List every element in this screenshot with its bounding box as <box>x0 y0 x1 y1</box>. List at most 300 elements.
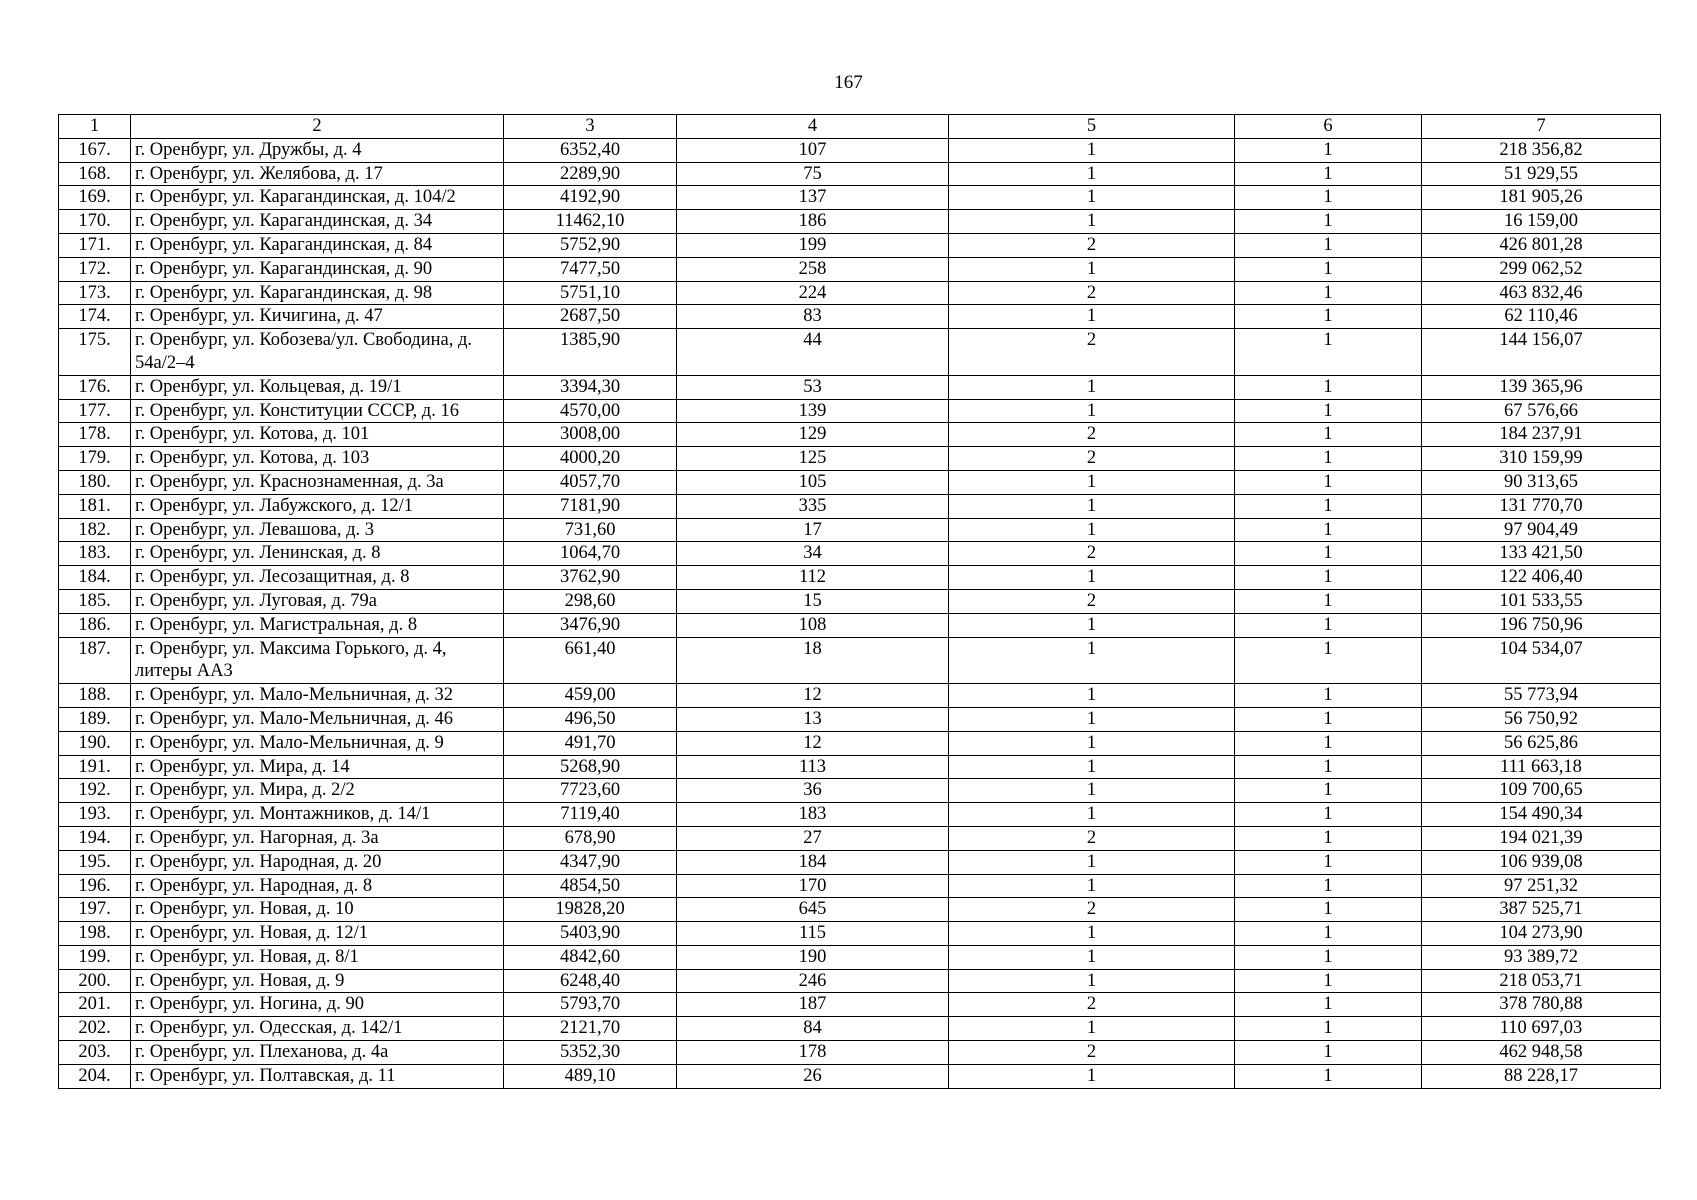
value-cell: 1 <box>1235 162 1422 186</box>
amount-cell: 109 700,65 <box>1422 779 1661 803</box>
value-cell: 5403,90 <box>504 922 677 946</box>
value-cell: 1 <box>949 375 1235 399</box>
value-cell: 2121,70 <box>504 1017 677 1041</box>
column-header: 4 <box>677 115 949 139</box>
value-cell: 17 <box>677 518 949 542</box>
table-row <box>59 329 1661 376</box>
value-cell: 6248,40 <box>504 969 677 993</box>
value-cell: 1 <box>1235 518 1422 542</box>
row-number-cell: 173. <box>59 281 131 305</box>
table-row <box>59 566 1661 590</box>
value-cell: 107 <box>677 138 949 162</box>
value-cell: 1 <box>1235 447 1422 471</box>
value-cell: 11462,10 <box>504 210 677 234</box>
row-number-cell: 203. <box>59 1041 131 1065</box>
column-header: 2 <box>131 115 504 139</box>
value-cell: 258 <box>677 257 949 281</box>
value-cell: 7723,60 <box>504 779 677 803</box>
table-row <box>59 637 1661 684</box>
column-header: 7 <box>1422 115 1661 139</box>
value-cell: 1 <box>1235 755 1422 779</box>
value-cell: 1 <box>1235 399 1422 423</box>
row-number-cell: 184. <box>59 566 131 590</box>
value-cell: 1 <box>1235 1017 1422 1041</box>
amount-cell: 139 365,96 <box>1422 375 1661 399</box>
row-number-cell: 197. <box>59 898 131 922</box>
value-cell: 4057,70 <box>504 470 677 494</box>
address-cell: г. Оренбург, ул. Новая, д. 10 <box>131 898 504 922</box>
address-cell: г. Оренбург, ул. Мира, д. 14 <box>131 755 504 779</box>
value-cell: 190 <box>677 945 949 969</box>
value-cell: 6352,40 <box>504 138 677 162</box>
value-cell: 34 <box>677 542 949 566</box>
amount-cell: 194 021,39 <box>1422 826 1661 850</box>
value-cell: 1 <box>1235 850 1422 874</box>
value-cell: 2 <box>949 898 1235 922</box>
address-cell: г. Оренбург, ул. Мало-Мельничная, д. 32 <box>131 684 504 708</box>
value-cell: 113 <box>677 755 949 779</box>
amount-cell: 133 421,50 <box>1422 542 1661 566</box>
value-cell: 1 <box>949 138 1235 162</box>
value-cell: 298,60 <box>504 589 677 613</box>
amount-cell: 90 313,65 <box>1422 470 1661 494</box>
address-cell: г. Оренбург, ул. Кичигина, д. 47 <box>131 305 504 329</box>
amount-cell: 106 939,08 <box>1422 850 1661 874</box>
row-number-cell: 194. <box>59 826 131 850</box>
table-row <box>59 257 1661 281</box>
value-cell: 27 <box>677 826 949 850</box>
amount-cell: 110 697,03 <box>1422 1017 1661 1041</box>
value-cell: 26 <box>677 1064 949 1088</box>
value-cell: 2687,50 <box>504 305 677 329</box>
row-number-cell: 170. <box>59 210 131 234</box>
address-cell: г. Оренбург, ул. Народная, д. 20 <box>131 850 504 874</box>
row-number-cell: 191. <box>59 755 131 779</box>
value-cell: 7181,90 <box>504 494 677 518</box>
value-cell: 125 <box>677 447 949 471</box>
row-number-cell: 202. <box>59 1017 131 1041</box>
amount-cell: 463 832,46 <box>1422 281 1661 305</box>
value-cell: 2 <box>949 447 1235 471</box>
page-number: 167 <box>834 72 863 93</box>
value-cell: 1 <box>1235 922 1422 946</box>
amount-cell: 97 904,49 <box>1422 518 1661 542</box>
value-cell: 1 <box>1235 305 1422 329</box>
table-row <box>59 589 1661 613</box>
amount-cell: 51 929,55 <box>1422 162 1661 186</box>
value-cell: 12 <box>677 684 949 708</box>
table-row <box>59 186 1661 210</box>
value-cell: 1 <box>1235 945 1422 969</box>
value-cell: 2 <box>949 993 1235 1017</box>
value-cell: 1 <box>949 613 1235 637</box>
value-cell: 1 <box>1235 210 1422 234</box>
value-cell: 1 <box>949 874 1235 898</box>
amount-cell: 97 251,32 <box>1422 874 1661 898</box>
address-cell: г. Оренбург, ул. Максима Горького, д. 4, литеры АА3 <box>131 637 504 684</box>
value-cell: 1 <box>949 637 1235 684</box>
value-cell: 5752,90 <box>504 233 677 257</box>
value-cell: 1 <box>1235 779 1422 803</box>
value-cell: 496,50 <box>504 707 677 731</box>
row-number-cell: 174. <box>59 305 131 329</box>
table-row <box>59 613 1661 637</box>
column-header: 3 <box>504 115 677 139</box>
row-number-cell: 182. <box>59 518 131 542</box>
table-row <box>59 969 1661 993</box>
table-row <box>59 826 1661 850</box>
table-row <box>59 1041 1661 1065</box>
row-number-cell: 176. <box>59 375 131 399</box>
value-cell: 4854,50 <box>504 874 677 898</box>
value-cell: 1 <box>1235 874 1422 898</box>
value-cell: 36 <box>677 779 949 803</box>
amount-cell: 104 273,90 <box>1422 922 1661 946</box>
amount-cell: 101 533,55 <box>1422 589 1661 613</box>
value-cell: 2 <box>949 281 1235 305</box>
value-cell: 15 <box>677 589 949 613</box>
address-cell: г. Оренбург, ул. Дружбы, д. 4 <box>131 138 504 162</box>
value-cell: 4000,20 <box>504 447 677 471</box>
column-header: 5 <box>949 115 1235 139</box>
value-cell: 2289,90 <box>504 162 677 186</box>
value-cell: 1 <box>949 1064 1235 1088</box>
address-cell: г. Оренбург, ул. Кольцевая, д. 19/1 <box>131 375 504 399</box>
value-cell: 645 <box>677 898 949 922</box>
value-cell: 1 <box>949 1017 1235 1041</box>
table-row <box>59 731 1661 755</box>
table-row <box>59 945 1661 969</box>
row-number-cell: 167. <box>59 138 131 162</box>
value-cell: 18 <box>677 637 949 684</box>
row-number-cell: 178. <box>59 423 131 447</box>
value-cell: 4570,00 <box>504 399 677 423</box>
address-cell: г. Оренбург, ул. Котова, д. 101 <box>131 423 504 447</box>
address-cell: г. Оренбург, ул. Кобозева/ул. Свободина, д. 54а/2–4 <box>131 329 504 376</box>
row-number-cell: 168. <box>59 162 131 186</box>
row-number-cell: 177. <box>59 399 131 423</box>
value-cell: 1385,90 <box>504 329 677 376</box>
value-cell: 3008,00 <box>504 423 677 447</box>
value-cell: 84 <box>677 1017 949 1041</box>
address-cell: г. Оренбург, ул. Плеханова, д. 4а <box>131 1041 504 1065</box>
row-number-cell: 185. <box>59 589 131 613</box>
value-cell: 1 <box>949 850 1235 874</box>
value-cell: 3394,30 <box>504 375 677 399</box>
row-number-cell: 183. <box>59 542 131 566</box>
value-cell: 661,40 <box>504 637 677 684</box>
value-cell: 115 <box>677 922 949 946</box>
table-row <box>59 898 1661 922</box>
row-number-cell: 189. <box>59 707 131 731</box>
value-cell: 1 <box>1235 613 1422 637</box>
value-cell: 53 <box>677 375 949 399</box>
value-cell: 1 <box>1235 470 1422 494</box>
address-cell: г. Оренбург, ул. Одесская, д. 142/1 <box>131 1017 504 1041</box>
table-row <box>59 210 1661 234</box>
value-cell: 7119,40 <box>504 803 677 827</box>
address-cell: г. Оренбург, ул. Конституции СССР, д. 16 <box>131 399 504 423</box>
amount-cell: 144 156,07 <box>1422 329 1661 376</box>
value-cell: 1 <box>949 922 1235 946</box>
value-cell: 1 <box>949 257 1235 281</box>
row-number-cell: 198. <box>59 922 131 946</box>
table-row <box>59 281 1661 305</box>
value-cell: 1 <box>1235 329 1422 376</box>
value-cell: 1 <box>1235 969 1422 993</box>
value-cell: 2 <box>949 1041 1235 1065</box>
value-cell: 83 <box>677 305 949 329</box>
row-number-cell: 180. <box>59 470 131 494</box>
table-row <box>59 874 1661 898</box>
row-number-cell: 175. <box>59 329 131 376</box>
row-number-cell: 201. <box>59 993 131 1017</box>
row-number-cell: 187. <box>59 637 131 684</box>
value-cell: 2 <box>949 329 1235 376</box>
row-number-cell: 195. <box>59 850 131 874</box>
value-cell: 1 <box>949 684 1235 708</box>
value-cell: 5268,90 <box>504 755 677 779</box>
column-number-row <box>59 115 1661 139</box>
value-cell: 1 <box>949 731 1235 755</box>
value-cell: 1 <box>1235 138 1422 162</box>
value-cell: 129 <box>677 423 949 447</box>
registry-table <box>58 114 1661 1089</box>
table-row <box>59 542 1661 566</box>
column-header: 1 <box>59 115 131 139</box>
address-cell: г. Оренбург, ул. Карагандинская, д. 98 <box>131 281 504 305</box>
value-cell: 1 <box>1235 542 1422 566</box>
value-cell: 1 <box>1235 566 1422 590</box>
value-cell: 1 <box>949 186 1235 210</box>
value-cell: 170 <box>677 874 949 898</box>
amount-cell: 378 780,88 <box>1422 993 1661 1017</box>
value-cell: 1 <box>949 779 1235 803</box>
table-row <box>59 707 1661 731</box>
value-cell: 335 <box>677 494 949 518</box>
value-cell: 44 <box>677 329 949 376</box>
value-cell: 1 <box>1235 731 1422 755</box>
value-cell: 1 <box>1235 589 1422 613</box>
value-cell: 2 <box>949 233 1235 257</box>
row-number-cell: 199. <box>59 945 131 969</box>
address-cell: г. Оренбург, ул. Лабужского, д. 12/1 <box>131 494 504 518</box>
value-cell: 1 <box>1235 423 1422 447</box>
amount-cell: 218 356,82 <box>1422 138 1661 162</box>
table-row <box>59 305 1661 329</box>
value-cell: 489,10 <box>504 1064 677 1088</box>
row-number-cell: 186. <box>59 613 131 637</box>
address-cell: г. Оренбург, ул. Монтажников, д. 14/1 <box>131 803 504 827</box>
row-number-cell: 192. <box>59 779 131 803</box>
value-cell: 1 <box>1235 494 1422 518</box>
address-cell: г. Оренбург, ул. Магистральная, д. 8 <box>131 613 504 637</box>
address-cell: г. Оренбург, ул. Карагандинская, д. 84 <box>131 233 504 257</box>
address-cell: г. Оренбург, ул. Карагандинская, д. 90 <box>131 257 504 281</box>
row-number-cell: 204. <box>59 1064 131 1088</box>
value-cell: 12 <box>677 731 949 755</box>
amount-cell: 462 948,58 <box>1422 1041 1661 1065</box>
address-cell: г. Оренбург, ул. Ленинская, д. 8 <box>131 542 504 566</box>
value-cell: 1 <box>1235 803 1422 827</box>
amount-cell: 93 389,72 <box>1422 945 1661 969</box>
table-row <box>59 375 1661 399</box>
value-cell: 731,60 <box>504 518 677 542</box>
amount-cell: 218 053,71 <box>1422 969 1661 993</box>
table-row <box>59 447 1661 471</box>
table-row <box>59 803 1661 827</box>
value-cell: 75 <box>677 162 949 186</box>
amount-cell: 154 490,34 <box>1422 803 1661 827</box>
amount-cell: 122 406,40 <box>1422 566 1661 590</box>
amount-cell: 196 750,96 <box>1422 613 1661 637</box>
address-cell: г. Оренбург, ул. Новая, д. 9 <box>131 969 504 993</box>
value-cell: 4192,90 <box>504 186 677 210</box>
table-row <box>59 470 1661 494</box>
address-cell: г. Оренбург, ул. Новая, д. 8/1 <box>131 945 504 969</box>
value-cell: 7477,50 <box>504 257 677 281</box>
value-cell: 5751,10 <box>504 281 677 305</box>
value-cell: 19828,20 <box>504 898 677 922</box>
table-row <box>59 779 1661 803</box>
value-cell: 491,70 <box>504 731 677 755</box>
address-cell: г. Оренбург, ул. Ногина, д. 90 <box>131 993 504 1017</box>
value-cell: 678,90 <box>504 826 677 850</box>
value-cell: 1 <box>949 707 1235 731</box>
value-cell: 1 <box>949 494 1235 518</box>
amount-cell: 67 576,66 <box>1422 399 1661 423</box>
value-cell: 105 <box>677 470 949 494</box>
value-cell: 1 <box>1235 186 1422 210</box>
address-cell: г. Оренбург, ул. Луговая, д. 79а <box>131 589 504 613</box>
address-cell: г. Оренбург, ул. Новая, д. 12/1 <box>131 922 504 946</box>
amount-cell: 184 237,91 <box>1422 423 1661 447</box>
value-cell: 5352,30 <box>504 1041 677 1065</box>
amount-cell: 111 663,18 <box>1422 755 1661 779</box>
row-number-cell: 179. <box>59 447 131 471</box>
amount-cell: 62 110,46 <box>1422 305 1661 329</box>
value-cell: 1 <box>949 755 1235 779</box>
value-cell: 4347,90 <box>504 850 677 874</box>
row-number-cell: 172. <box>59 257 131 281</box>
value-cell: 1 <box>1235 375 1422 399</box>
amount-cell: 104 534,07 <box>1422 637 1661 684</box>
address-cell: г. Оренбург, ул. Котова, д. 103 <box>131 447 504 471</box>
amount-cell: 310 159,99 <box>1422 447 1661 471</box>
value-cell: 3476,90 <box>504 613 677 637</box>
amount-cell: 56 750,92 <box>1422 707 1661 731</box>
value-cell: 1 <box>1235 637 1422 684</box>
value-cell: 186 <box>677 210 949 234</box>
amount-cell: 16 159,00 <box>1422 210 1661 234</box>
value-cell: 5793,70 <box>504 993 677 1017</box>
value-cell: 3762,90 <box>504 566 677 590</box>
table-row <box>59 1017 1661 1041</box>
address-cell: г. Оренбург, ул. Левашова, д. 3 <box>131 518 504 542</box>
address-cell: г. Оренбург, ул. Краснознаменная, д. 3а <box>131 470 504 494</box>
value-cell: 1 <box>1235 898 1422 922</box>
table-row <box>59 423 1661 447</box>
table-row <box>59 233 1661 257</box>
address-cell: г. Оренбург, ул. Полтавская, д. 11 <box>131 1064 504 1088</box>
value-cell: 1 <box>949 566 1235 590</box>
address-cell: г. Оренбург, ул. Карагандинская, д. 104/2 <box>131 186 504 210</box>
amount-cell: 181 905,26 <box>1422 186 1661 210</box>
row-number-cell: 169. <box>59 186 131 210</box>
value-cell: 139 <box>677 399 949 423</box>
value-cell: 112 <box>677 566 949 590</box>
amount-cell: 55 773,94 <box>1422 684 1661 708</box>
row-number-cell: 193. <box>59 803 131 827</box>
value-cell: 1 <box>949 803 1235 827</box>
column-header: 6 <box>1235 115 1422 139</box>
address-cell: г. Оренбург, ул. Лесозащитная, д. 8 <box>131 566 504 590</box>
address-cell: г. Оренбург, ул. Мало-Мельничная, д. 46 <box>131 707 504 731</box>
amount-cell: 56 625,86 <box>1422 731 1661 755</box>
amount-cell: 387 525,71 <box>1422 898 1661 922</box>
value-cell: 224 <box>677 281 949 305</box>
value-cell: 1 <box>1235 826 1422 850</box>
value-cell: 2 <box>949 589 1235 613</box>
value-cell: 1 <box>949 399 1235 423</box>
table-row <box>59 138 1661 162</box>
row-number-cell: 181. <box>59 494 131 518</box>
value-cell: 178 <box>677 1041 949 1065</box>
table-row <box>59 755 1661 779</box>
table-row <box>59 1064 1661 1088</box>
row-number-cell: 171. <box>59 233 131 257</box>
value-cell: 1 <box>1235 1041 1422 1065</box>
value-cell: 1 <box>1235 684 1422 708</box>
value-cell: 13 <box>677 707 949 731</box>
address-cell: г. Оренбург, ул. Мира, д. 2/2 <box>131 779 504 803</box>
value-cell: 184 <box>677 850 949 874</box>
row-number-cell: 190. <box>59 731 131 755</box>
row-number-cell: 200. <box>59 969 131 993</box>
value-cell: 1 <box>1235 281 1422 305</box>
value-cell: 137 <box>677 186 949 210</box>
table-body <box>59 138 1661 1088</box>
table-row <box>59 922 1661 946</box>
value-cell: 1 <box>949 518 1235 542</box>
value-cell: 199 <box>677 233 949 257</box>
amount-cell: 426 801,28 <box>1422 233 1661 257</box>
value-cell: 1 <box>949 210 1235 234</box>
address-cell: г. Оренбург, ул. Мало-Мельничная, д. 9 <box>131 731 504 755</box>
amount-cell: 131 770,70 <box>1422 494 1661 518</box>
address-cell: г. Оренбург, ул. Народная, д. 8 <box>131 874 504 898</box>
value-cell: 1 <box>949 470 1235 494</box>
value-cell: 1 <box>1235 1064 1422 1088</box>
table-row <box>59 494 1661 518</box>
value-cell: 2 <box>949 542 1235 566</box>
row-number-cell: 196. <box>59 874 131 898</box>
value-cell: 1 <box>949 305 1235 329</box>
value-cell: 1 <box>1235 993 1422 1017</box>
value-cell: 183 <box>677 803 949 827</box>
value-cell: 1 <box>1235 233 1422 257</box>
address-cell: г. Оренбург, ул. Нагорная, д. 3а <box>131 826 504 850</box>
row-number-cell: 188. <box>59 684 131 708</box>
value-cell: 187 <box>677 993 949 1017</box>
value-cell: 1 <box>1235 707 1422 731</box>
table-row <box>59 518 1661 542</box>
table-row <box>59 684 1661 708</box>
amount-cell: 88 228,17 <box>1422 1064 1661 1088</box>
value-cell: 1 <box>1235 257 1422 281</box>
value-cell: 1 <box>949 969 1235 993</box>
value-cell: 2 <box>949 826 1235 850</box>
